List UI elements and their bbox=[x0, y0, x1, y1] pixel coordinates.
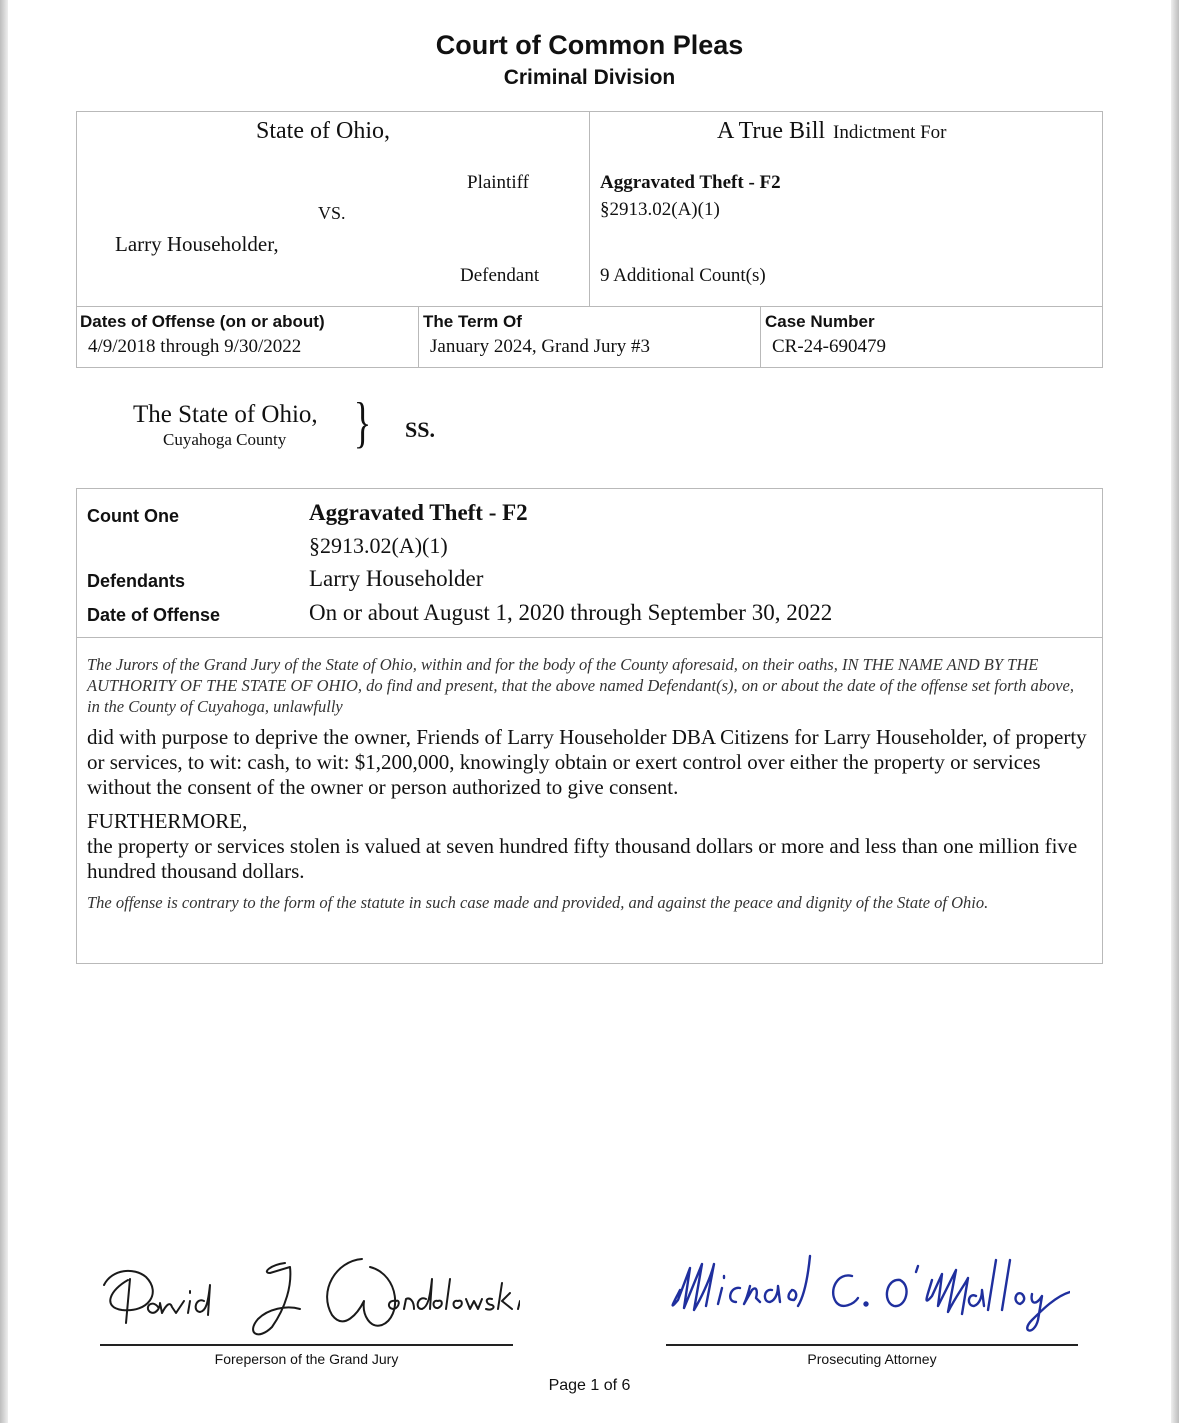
contrary-text: The offense is contrary to the form of the statute in such case made and provided, and against the peace and dignity of the State of Ohio. bbox=[87, 893, 989, 912]
furthermore-text: the property or services stolen is valued at seven hundred fifty thousand dollars or more and less than one million five hundred thousand dollars. bbox=[87, 834, 1078, 883]
defendants-value: Larry Householder bbox=[309, 566, 484, 591]
caption-row-divider bbox=[76, 306, 1103, 307]
offense-description: did with purpose to deprive the owner, Friends of Larry Householder DBA Citizens for Larry Householder, of property or services, to wit: cash, to wit: $1,200,000, knowingly obtain or exert control over either the property or services without the consent of the owner or person authorized to give consent. bbox=[87, 725, 1087, 799]
caption-divider bbox=[589, 111, 590, 307]
term-of-value: January 2024, Grand Jury #3 bbox=[430, 336, 651, 357]
info-divider-2 bbox=[760, 306, 761, 368]
court-division: Criminal Division bbox=[503, 66, 676, 89]
venue-county: Cuyahoga County bbox=[163, 430, 287, 449]
venue-state: The State of Ohio, bbox=[133, 401, 318, 428]
versus-label: VS. bbox=[318, 203, 346, 223]
indictment-for-label: Indictment For bbox=[833, 122, 947, 143]
info-divider-1 bbox=[418, 306, 419, 368]
plaintiff-label: Plaintiff bbox=[467, 172, 529, 193]
furthermore-label: FURTHERMORE, bbox=[87, 809, 248, 833]
foreperson-label: Foreperson of the Grand Jury bbox=[214, 1351, 399, 1367]
count-statute: §2913.02(A)(1) bbox=[309, 533, 448, 558]
foreperson-signature-line bbox=[100, 1344, 513, 1346]
defendant-label: Defendant bbox=[460, 265, 540, 286]
dates-of-offense-value: 4/9/2018 through 9/30/2022 bbox=[88, 336, 302, 357]
venue-brace: } bbox=[353, 392, 372, 454]
defendant-name: Larry Householder, bbox=[115, 232, 279, 256]
date-of-offense-value: On or about August 1, 2020 through September 30, 2022 bbox=[309, 600, 833, 625]
case-number-value: CR-24-690479 bbox=[772, 336, 886, 357]
plaintiff-name: State of Ohio, bbox=[256, 118, 390, 144]
caption-charge: Aggravated Theft - F2 bbox=[600, 172, 781, 193]
court-title: Court of Common Pleas bbox=[435, 30, 744, 60]
page-edge-left bbox=[0, 0, 8, 1423]
prosecutor-signature-line bbox=[666, 1344, 1078, 1346]
dates-of-offense-label: Dates of Offense (on or about) bbox=[80, 312, 325, 331]
caption-statute: §2913.02(A)(1) bbox=[600, 199, 720, 220]
true-bill-heading bbox=[717, 118, 947, 145]
additional-counts: 9 Additional Count(s) bbox=[600, 265, 766, 286]
prosecutor-label: Prosecuting Attorney bbox=[807, 1351, 937, 1367]
date-of-offense-label: Date of Offense bbox=[87, 605, 221, 625]
term-of-label: The Term Of bbox=[423, 312, 522, 331]
page-edge-right bbox=[1171, 0, 1179, 1423]
venue-ss: SS. bbox=[405, 417, 435, 442]
jurors-text: The Jurors of the Grand Jury of the State of Ohio, within and for the body of the County aforesaid, on their oaths, IN THE NAME AND BY THE AUTHORITY OF THE STATE OF OHIO, do find and present, that the above named Defendant(s), on or about the date of the offense set forth above, in the County of Cuyahoga, unlawfully bbox=[87, 655, 1074, 716]
count-label: Count One bbox=[87, 506, 179, 526]
true-bill-label: A True Bill bbox=[717, 118, 826, 144]
count-charge: Aggravated Theft - F2 bbox=[309, 500, 528, 525]
case-number-label: Case Number bbox=[765, 312, 875, 331]
prosecutor-signature bbox=[670, 1240, 1070, 1340]
defendants-label: Defendants bbox=[87, 571, 186, 591]
page-number: Page 1 of 6 bbox=[548, 1377, 631, 1394]
foreperson-signature bbox=[100, 1245, 520, 1345]
count-header-divider bbox=[76, 637, 1103, 638]
